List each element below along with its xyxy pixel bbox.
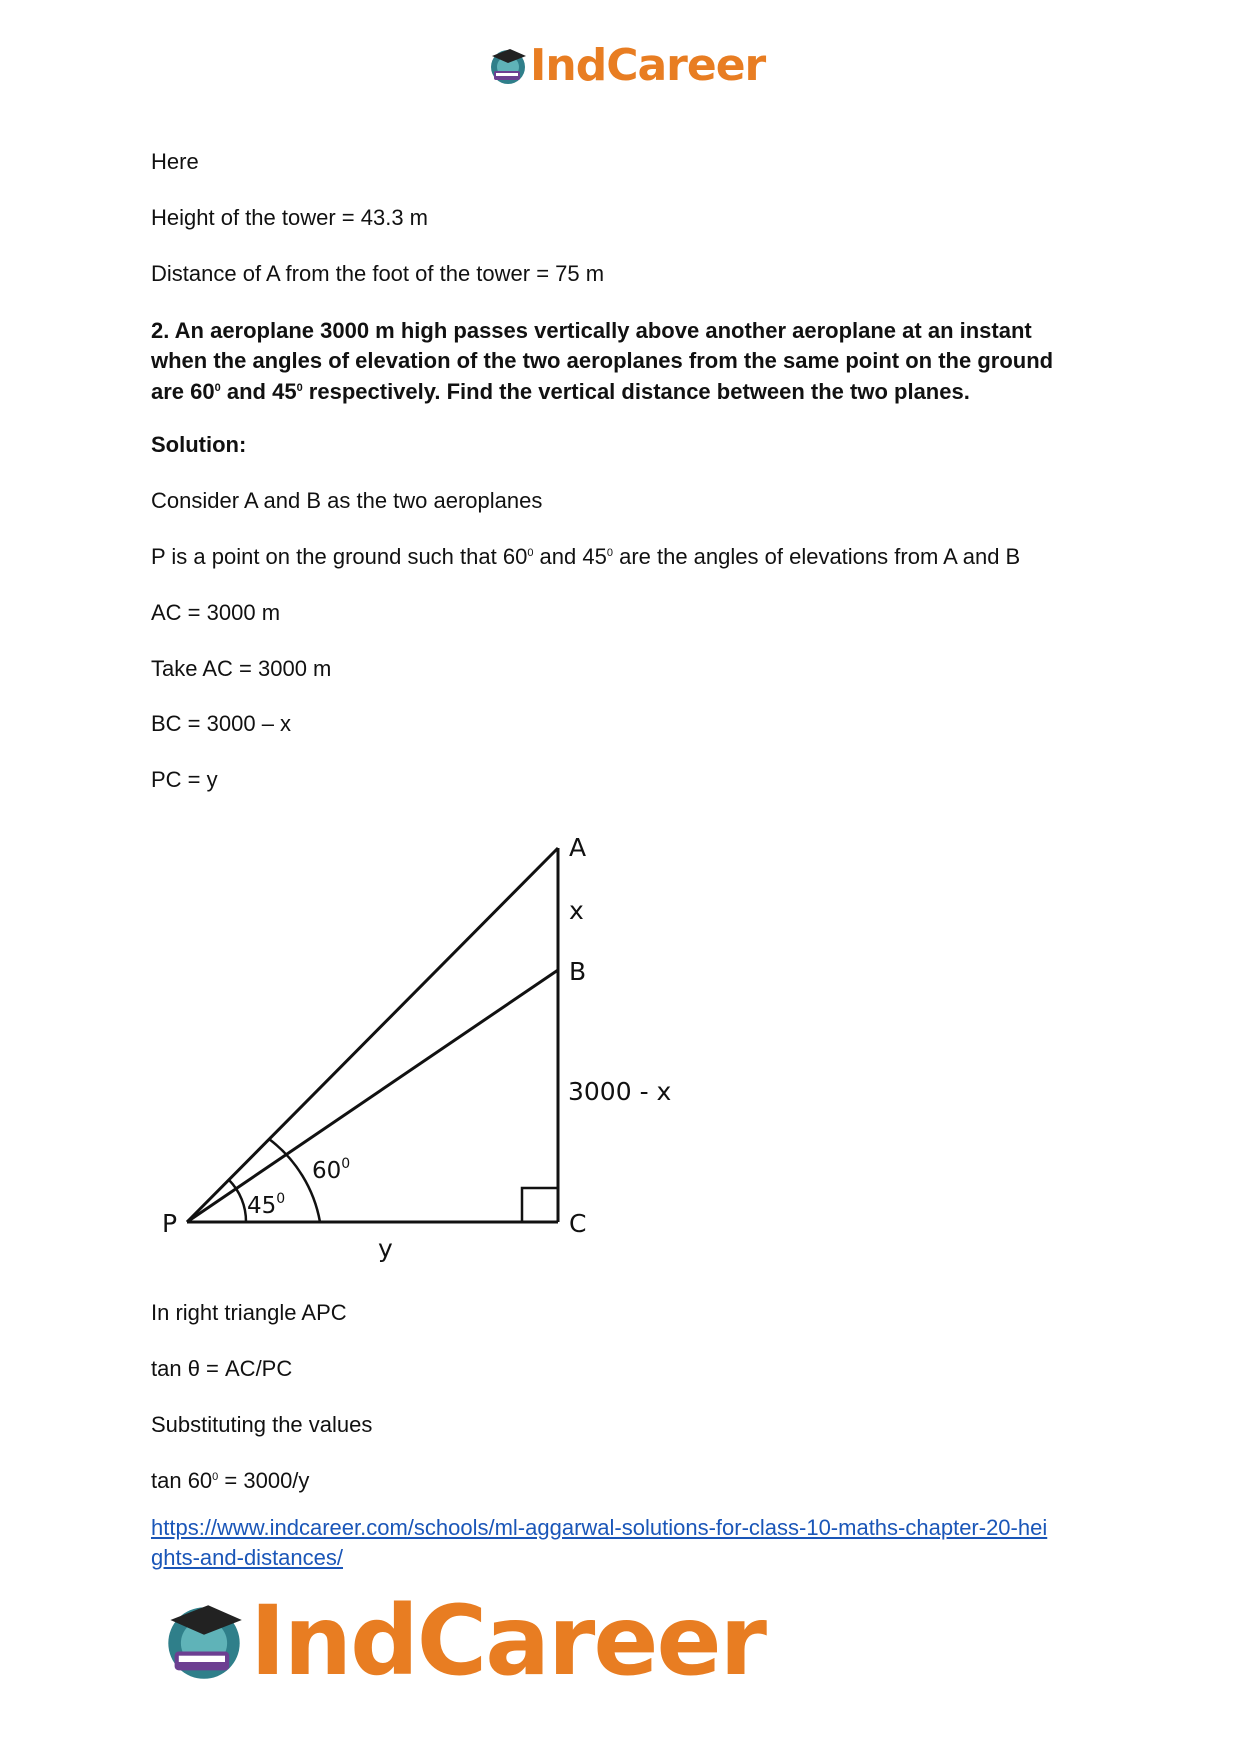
question-line-2: when the angles of elevation of the two aeroplanes from the same point on the ground bbox=[151, 348, 1054, 373]
label-a: A bbox=[569, 833, 587, 862]
text-ac: AC = 3000 m bbox=[151, 600, 281, 625]
question-line-3: are $60^0$ and $45^0$ respectively. Find the vertical distance between the two planes. bbox=[151, 379, 970, 404]
text-tan-theta: tan θ = AC/PC bbox=[151, 1356, 293, 1381]
brand-name-large: IndCareer bbox=[250, 1585, 765, 1697]
line-pa bbox=[187, 848, 558, 1222]
label-angle-60: $60^0$ bbox=[312, 1156, 351, 1184]
text-pc: PC = y bbox=[151, 767, 218, 792]
triangle-diagram bbox=[150, 820, 690, 1270]
text-distance: Distance of A from the foot of the tower = 75 m bbox=[151, 261, 605, 286]
line-pb bbox=[187, 970, 558, 1222]
text-here: Here bbox=[151, 149, 199, 174]
label-p: P bbox=[162, 1209, 178, 1238]
text-tan-60: $\tan 60^0 = 3000/y$ bbox=[151, 1468, 310, 1493]
label-bc-length: 3000 - x bbox=[568, 1077, 672, 1106]
label-c: C bbox=[569, 1209, 587, 1238]
source-link[interactable]: https://www.indcareer.com/schools/ml-aggarwal-solutions-for-class-10-maths-chapter-20-hei ghts-and-distances/ bbox=[151, 1515, 1048, 1570]
text-tower-height: Height of the tower = 43.3 m bbox=[151, 205, 428, 230]
question-line-1: 2. An aeroplane 3000 m high passes vertically above another aeroplane at an instant bbox=[151, 318, 1032, 343]
text-point-p: P is a point on the ground such that $60^0$ and $45^0$ are the angles of elevations from A and B bbox=[151, 544, 1021, 569]
label-y: y bbox=[378, 1234, 393, 1263]
text-right-triangle: In right triangle APC bbox=[151, 1300, 347, 1325]
text-bc: BC = 3000 – x bbox=[151, 711, 292, 736]
label-x: x bbox=[569, 896, 584, 925]
graduation-cap-book-globe-icon bbox=[162, 1599, 246, 1683]
header-logo bbox=[488, 40, 765, 91]
graduation-cap-book-globe-icon bbox=[488, 46, 528, 86]
label-b: B bbox=[569, 957, 587, 986]
right-angle-mark bbox=[522, 1188, 558, 1222]
text-substituting: Substituting the values bbox=[151, 1412, 373, 1437]
text-take-ac: Take AC = 3000 m bbox=[151, 656, 332, 681]
solution-heading: Solution: bbox=[151, 432, 247, 457]
text-consider: Consider A and B as the two aeroplanes bbox=[151, 488, 543, 513]
brand-name: IndCareer bbox=[530, 40, 766, 91]
label-angle-45: $45^0$ bbox=[247, 1191, 286, 1219]
footer-logo bbox=[162, 1585, 765, 1697]
